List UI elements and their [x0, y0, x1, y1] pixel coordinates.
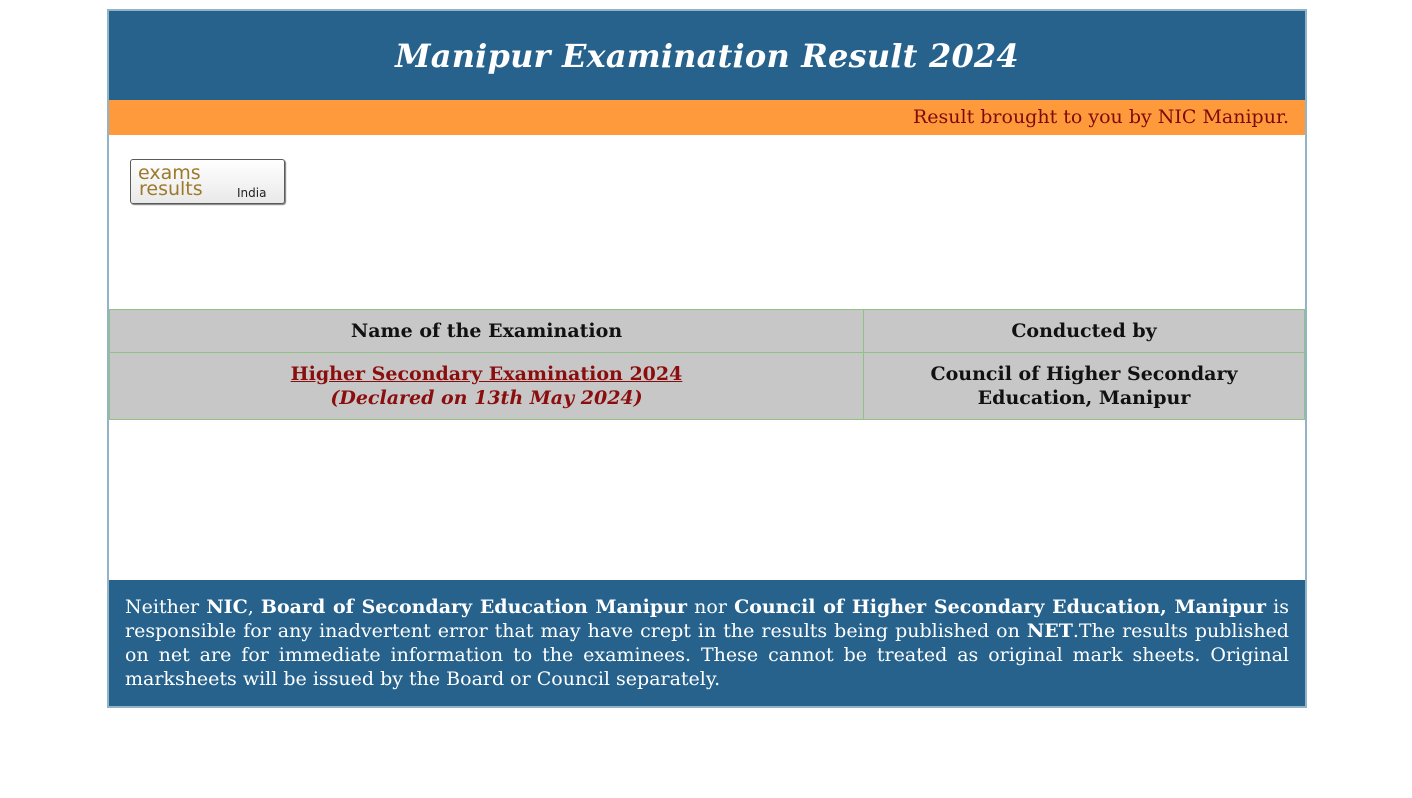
disclaimer-text-3: nor: [686, 596, 735, 618]
disclaimer: [109, 580, 1305, 706]
exam-link-higher-secondary[interactable]: Higher Secondary Examination 2024: [290, 363, 683, 385]
logo-text-exams: exams: [138, 162, 201, 184]
disclaimer-council: Council of Higher Secondary Education, Manipur: [734, 596, 1266, 618]
column-header-exam-name: Name of the Examination: [110, 310, 864, 353]
credit-text: Result brought to you by NIC Manipur.: [912, 106, 1289, 128]
disclaimer-text-4: is responsible for any inadvertent error that may have crept in the results being published on: [125, 596, 1289, 642]
results-table: [109, 309, 1305, 420]
page-header: [109, 11, 1305, 100]
column-header-conducted-by: Conducted by: [864, 310, 1305, 353]
exams-results-india-logo[interactable]: [130, 159, 285, 204]
declared-date: (Declared on 13th May 2024): [330, 387, 643, 409]
disclaimer-text-1: Neither: [125, 596, 207, 618]
table-row: [110, 353, 1305, 420]
disclaimer-text-2: ,: [247, 596, 261, 618]
logo-text-india: India: [237, 186, 267, 200]
page-title: Manipur Examination Result 2024: [395, 37, 1019, 75]
logo-icon: [131, 160, 284, 203]
disclaimer-text-5: .The results published on net are for immediate information to the examinees. These cannot be treated as original mark sheets. Original marksheets will be issued by the Board or Council separately.: [125, 620, 1289, 690]
logo-text-results: results: [139, 178, 203, 200]
conducted-by-line1: Council of Higher Secondary: [930, 363, 1238, 385]
disclaimer-nic: NIC: [206, 596, 248, 618]
exam-cell: [110, 353, 864, 420]
disclaimer-net: NET: [1026, 620, 1073, 642]
table-header-row: [110, 310, 1305, 353]
conducted-by-cell: [864, 353, 1305, 420]
result-frame: [107, 9, 1307, 708]
disclaimer-board: Board of Secondary Education Manipur: [260, 596, 687, 618]
conducted-by-line2: Education, Manipur: [977, 387, 1191, 409]
credit-bar: [109, 100, 1305, 135]
